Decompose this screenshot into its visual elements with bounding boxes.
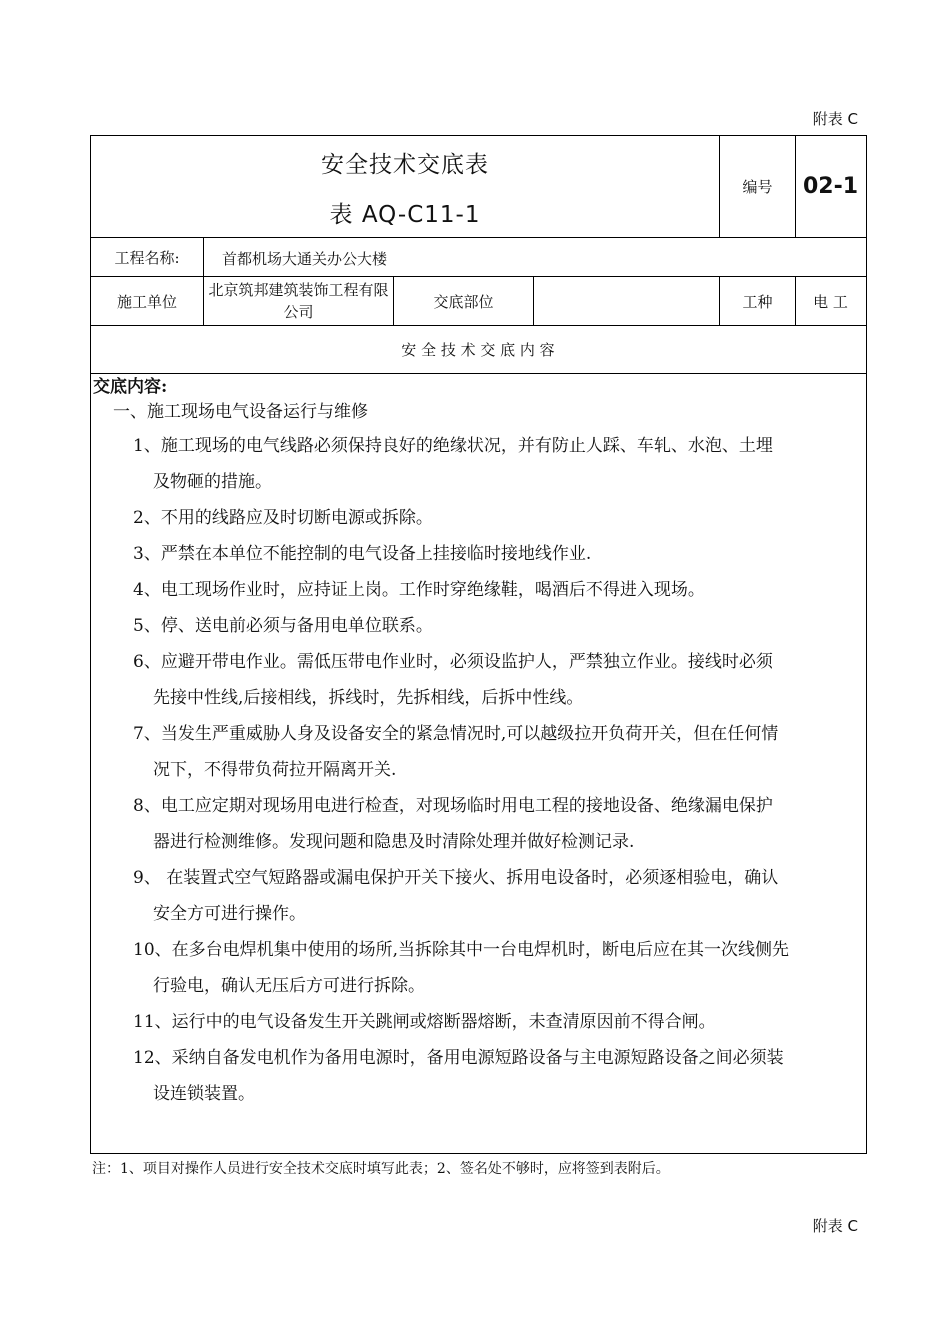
list-item (93, 500, 863, 536)
list-item-continuation: 安全方可进行操作。 (153, 904, 306, 924)
list-item (93, 860, 863, 932)
content-area (93, 376, 863, 1112)
project-name-value: 首都机场大通关办公大楼 (222, 249, 388, 268)
project-name-label: 工程名称: (114, 248, 180, 267)
list-item (93, 932, 863, 1004)
construction-unit-value: 北京筑邦建筑装饰工程有限公司 (208, 281, 389, 321)
form-title: 安全技术交底表 (321, 151, 489, 178)
list-item-continuation: 及物砸的措施。 (153, 472, 272, 492)
list-item (93, 608, 863, 644)
list-item (93, 788, 863, 860)
list-item-text: 5、停、送电前必须与备用电单位联系。 (133, 616, 433, 636)
list-item-text: 4、电工现场作业时，应持证上岗。工作时穿绝缘鞋，喝酒后不得进入现场。 (133, 580, 705, 600)
handover-part-value (534, 277, 719, 325)
list-item-text: 2、不用的线路应及时切断电源或拆除。 (133, 508, 433, 528)
list-item (93, 1004, 863, 1040)
appendix-label-bottom: 附表 C (812, 1217, 858, 1235)
list-item-continuation: 况下，不得带负荷拉开隔离开关. (153, 760, 397, 780)
list-item-text: 8、电工应定期对现场用电进行检查，对现场临时用电工程的接地设备、绝缘漏电保护 (133, 796, 773, 816)
handover-part-label: 交底部位 (433, 292, 494, 311)
footnote: 注：1、项目对操作人员进行安全技术交底时填写此表；2、签名处不够时，应将签到表附后。 (92, 1161, 670, 1177)
content-heading: 交底内容: (93, 377, 168, 397)
trade-label: 工种 (742, 292, 773, 311)
form-code: 表 AQ-C11-1 (329, 201, 481, 228)
list-item (93, 644, 863, 716)
number-value: 02-1 (802, 174, 859, 199)
list-item (93, 572, 863, 608)
list-item-text: 3、严禁在本单位不能控制的电气设备上挂接临时接地线作业. (133, 544, 592, 564)
list-item-text: 6、应避开带电作业。需低压带电作业时，必须设监护人，严禁独立作业。接线时必须 (133, 652, 773, 672)
list-item-continuation: 先接中性线,后接相线，拆线时，先拆相线，后拆中性线。 (153, 688, 584, 708)
number-label: 编号 (742, 178, 773, 196)
trade-value: 电 工 (813, 292, 848, 311)
list-item-text: 11、运行中的电气设备发生开关跳闸或熔断器熔断，未查清原因前不得合闸。 (133, 1012, 716, 1032)
list-item-text: 12、采纳自备发电机作为备用电源时，备用电源短路设备与主电源短路设备之间必须装 (133, 1048, 784, 1068)
list-item (93, 536, 863, 572)
list-item-continuation: 器进行检测维修。发现问题和隐患及时清除处理并做好检测记录. (153, 832, 635, 852)
section-title: 安 全 技 术 交 底 内 容 (401, 341, 555, 359)
list-item (93, 716, 863, 788)
list-item-text: 9、 在装置式空气短路器或漏电保护开关下接火、拆用电设备时，必须逐相验电，确认 (133, 868, 779, 888)
list-item-continuation: 行验电，确认无压后方可进行拆除。 (153, 976, 425, 996)
list-item (93, 1040, 863, 1112)
item-list (93, 428, 863, 1112)
list-item-text: 1、施工现场的电气线路必须保持良好的绝缘状况，并有防止人踩、车轧、水泡、土埋 (133, 436, 773, 456)
construction-unit-label: 施工单位 (116, 292, 177, 311)
list-item-continuation: 设连锁装置。 (153, 1084, 255, 1104)
list-item-text: 7、当发生严重威胁人身及设备安全的紧急情况时,可以越级拉开负荷开关，但在任何情 (133, 724, 779, 744)
list-item-text: 10、在多台电焊机集中使用的场所,当拆除其中一台电焊机时，断电后应在其一次线侧先 (133, 940, 790, 960)
content-subheading: 一、施工现场电气设备运行与维修 (113, 402, 368, 422)
appendix-label-top: 附表 C (812, 110, 858, 128)
list-item (93, 428, 863, 500)
